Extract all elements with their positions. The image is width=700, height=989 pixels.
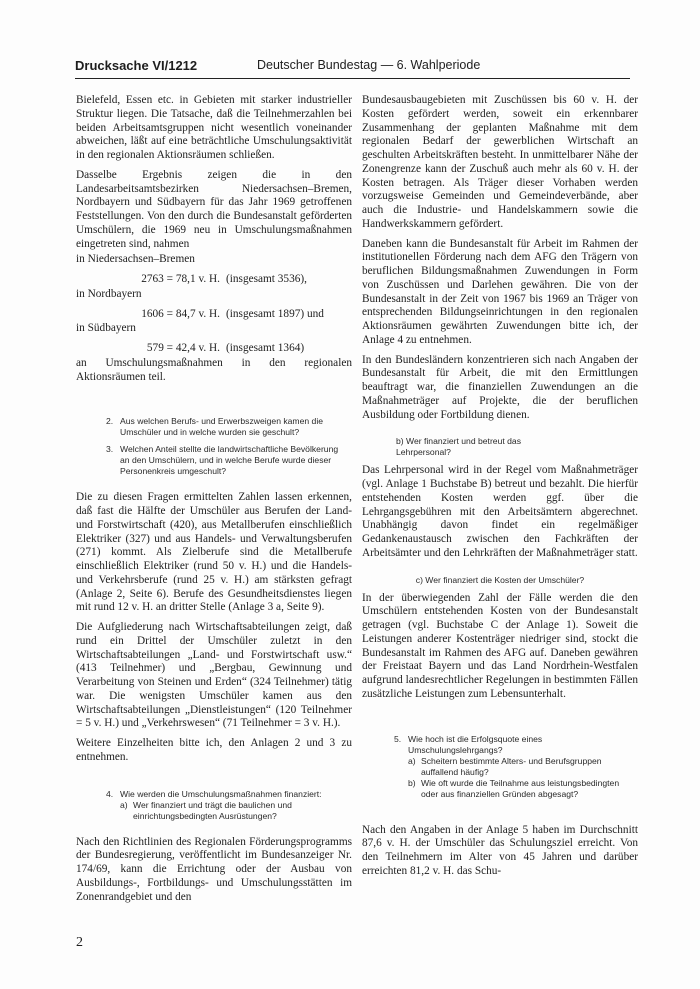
paragraph: Dasselbe Ergebnis zeigen die in den Landesarbeitsamtsbezirken Niedersachsen–Bremen, Nordbayern und Südbayern für das Jahr 1969 getroffenen Feststellungen. Von den durch die Bundesanstalt geförderten Umschülern, die 1969 neu in Umschulungsmaßnahmen eingetreten sind, nahmen xyxy=(76,168,352,250)
subquestion-b xyxy=(408,778,638,800)
subquestion-a xyxy=(120,800,352,822)
page-header xyxy=(75,56,630,79)
publication-title: Deutscher Bundestag — 6. Wahlperiode xyxy=(257,58,481,72)
paragraph: Die Aufgliederung nach Wirtschaftsabteilungen zeigt, daß rund ein Drittel der Umschüler zuletzt in den Wirtschaftsabteilungen „Land- und Forstwirtschaft usw.“ (413 Teilnehmer) und „Bergbau, Gewinnung und Verarbeitung von Steinen und Erden“ (324 Teilnehmer) tätig war. Die wenigsten Umschüler kamen aus den Wirtschaftsabteilungen „Dienstleistungen“ (120 Teilnehmer = 5 v. H.) und „Verkehrswesen“ (71 Teilnehmer = 3 v. H.). xyxy=(76,621,352,730)
stat-total: (insgesamt 1364) xyxy=(226,342,305,354)
paragraph: Die zu diesen Fragen ermittelten Zahlen lassen erkennen, daß fast die Hälfte der Umschüler aus Berufen der Land- und Forstwirtschaft (420), aus Metallberufen einschließlich Elektriker (327) und aus Handels- und Verwaltungsberufen (271) kommt. Als Zielberufe sind die Metallberufe einschließlich Elektriker (rund 50 v. H.) und die Handels- und Verkehrsberufe (rund 25 v. H.) am stärksten gefragt (Anlage 2, Seite 6). Berufe des Gesundheitsdienstes liegen mit rund 12 v. H. an dritter Stelle (Anlage 3 a, Seite 9). xyxy=(76,491,352,614)
stat-row xyxy=(76,308,352,322)
question-3 xyxy=(76,444,352,477)
stat-region: in Südbayern xyxy=(76,322,136,335)
page-number: 2 xyxy=(76,935,83,950)
paragraph: In den Bundesländern konzentrieren sich nach Angaben der Bundesanstalt für Arbeit, die mit den Ermittlungen beauftragt war, die finanziellen Zuwendungen an die Maßnahmeträger auf Projekte, die der beruflichen Ausbildung oder Fortbildung dienen. xyxy=(362,353,638,421)
question-text: Wie werden die Umschulungsmaßnahmen finanziert: xyxy=(120,788,322,799)
stat-value: 579 = 42,4 v. H. xyxy=(146,342,220,354)
paragraph: Bundesausbaugebieten mit Zuschüssen bis 60 v. H. der Kosten gefördert werden, soweit ein erkennbarer Zusammenhang der geplanten Maßnahme mit dem regionalen Bedarf der gewerblichen Wirtschaft an geschulten Arbeitskräften besteht. In unmittelbarer Nähe der Zonengrenze kann der Zuschuß auch mehr als 60 v. H. der Kosten betragen. Als Träger dieser Vorhaben werden vorzugsweise Gemeinden und Gemeindeverbände, aber auch die Industrie- und Handelskammern sowie die Handwerkskammern gefördert. xyxy=(362,94,638,230)
subquestion-letter: a) xyxy=(408,755,416,766)
stat-region: in Niedersachsen–Bremen xyxy=(76,253,195,266)
paragraph: In der überwiegenden Zahl der Fälle werden die den Umschülern entstehenden Kosten von der Bundesanstalt getragen (vgl. Buchstabe C der Anlage 1). Soweit die Leistungen anderer Kostenträger niedriger sind, stockt die Bundesanstalt im Rahmen des AFG auf. Daneben gewähren der Freistaat Bayern und das Land Nordrhein-Westfalen aufgrund landesrechtlicher Regelungen in bestimmten Fällen zusätzliche Leistungen zum Lebensunterhalt. xyxy=(362,591,638,700)
subquestion-text: Wer finanziert und trägt die baulichen und einrichtungsbedingten Ausrüstungen? xyxy=(133,799,292,821)
question-text: b) Wer finanziert und betreut das Lehrpersonal? xyxy=(396,436,521,458)
paragraph: Nach den Richtlinien des Regionalen Förderungsprogramms der Bundesregierung, veröffentlicht im Bundesanzeiger Nr. 174/69, kann die Errichtung oder der Ausbau von Ausbildungs-, Fortbildungs- und Umschulungsstätten im Zonenrandgebiet und den xyxy=(76,835,352,903)
stat-row xyxy=(76,342,352,356)
question-text: Aus welchen Berufs- und Erwerbszweigen kamen die Umschüler und in welche wurden sie geschult? xyxy=(120,416,324,438)
question-number: 3. xyxy=(106,444,114,455)
stat-row xyxy=(76,273,352,287)
question-text: Welchen Anteil stellte die landwirtschaftliche Bevölkerung an den Umschülern, und in welche Berufe wurde dieser Personenkreis umgeschult? xyxy=(120,444,339,477)
paragraph: an Umschulungsmaßnahmen in den regionalen Aktionsräumen teil. xyxy=(76,356,352,383)
question-number: 5. xyxy=(394,733,402,744)
subquestion-letter: a) xyxy=(120,799,128,810)
paragraph: Weitere Einzelheiten bitte ich, den Anlagen 2 und 3 zu entnehmen. xyxy=(76,737,352,763)
stat-region: in Nordbayern xyxy=(76,287,142,300)
left-column xyxy=(76,94,352,910)
stat-total: (insgesamt 3536), xyxy=(226,273,307,285)
stat-block xyxy=(76,253,352,356)
stat-value: 2763 = 78,1 v. H. xyxy=(141,273,220,285)
question-number: 2. xyxy=(106,416,114,427)
paragraph: Bielefeld, Essen etc. in Gebieten mit starker industrieller Struktur liegen. Die Tatsache, daß die Teilnehmerzahlen bei beiden Arbeitsamtsgruppen nicht wesentlich voneinander abweichen, läßt auf eine beträchtliche Umschulungsaktivität in den regionalen Aktionsräumen schließen. xyxy=(76,94,352,161)
paragraph: Das Lehrpersonal wird in der Regel vom Maßnahmeträger (vgl. Anlage 1 Buchstabe B) betreut und bezahlt. Die hierfür entstehenden Kosten werden ggf. über die Lehrgangsgebühren mit den Arbeitsämtern abgerechnet. Unabhängig davon findet ein regelmäßiger Gedankenaustausch zwischen den Fachkräften der Arbeitsämter und den Lehrkräften der Maßnahmeträger statt. xyxy=(362,464,638,559)
paragraph: Nach den Angaben in der Anlage 5 haben im Durchschnitt 87,6 v. H. der Umschüler das Schulungsziel erreicht. Von den Teilnehmern im Alter von 45 Jahren und darüber erreichten 81,2 v. H. das Schu- xyxy=(362,823,638,877)
paragraph: Daneben kann die Bundesanstalt für Arbeit im Rahmen der institutionellen Förderung nach dem AFG den Trägern von beruflichen Bildungsmaßnahmen Zuwendungen in Form von Zuschüssen und Darlehen gewähren. Die von der Bundesanstalt in der Zeit von 1967 bis 1969 an Träger von entsprechenden Bildungseinrichtungen in den regionalen Aktionsräumen gewährten Zuwendungen bitte ich, der Anlage 4 zu entnehmen. xyxy=(362,237,638,346)
subquestion-a xyxy=(408,756,638,778)
question-4b xyxy=(362,436,576,458)
question-number: 4. xyxy=(106,788,114,799)
document-number: Drucksache VI/1212 xyxy=(75,58,198,73)
right-column xyxy=(362,94,638,885)
stat-total: (insgesamt 1897) und xyxy=(226,307,324,320)
question-5 xyxy=(362,734,638,800)
subquestion-text: Scheitern bestimmte Alters- und Berufsgruppen auffallend häufig? xyxy=(421,755,602,777)
question-4c: c) Wer finanziert die Kosten der Umschüler? xyxy=(415,574,585,585)
question-2 xyxy=(76,416,352,438)
question-text: Wie hoch ist die Erfolgsquote eines Umschulungslehrgangs? xyxy=(408,733,543,755)
subquestion-text: Wie oft wurde die Teilnahme aus leistungsbedingten oder aus finanziellen Gründen abgesagt? xyxy=(421,777,620,799)
stat-value: 1606 = 84,7 v. H. xyxy=(141,307,220,320)
question-4 xyxy=(76,789,352,822)
subquestion-letter: b) xyxy=(408,777,416,788)
